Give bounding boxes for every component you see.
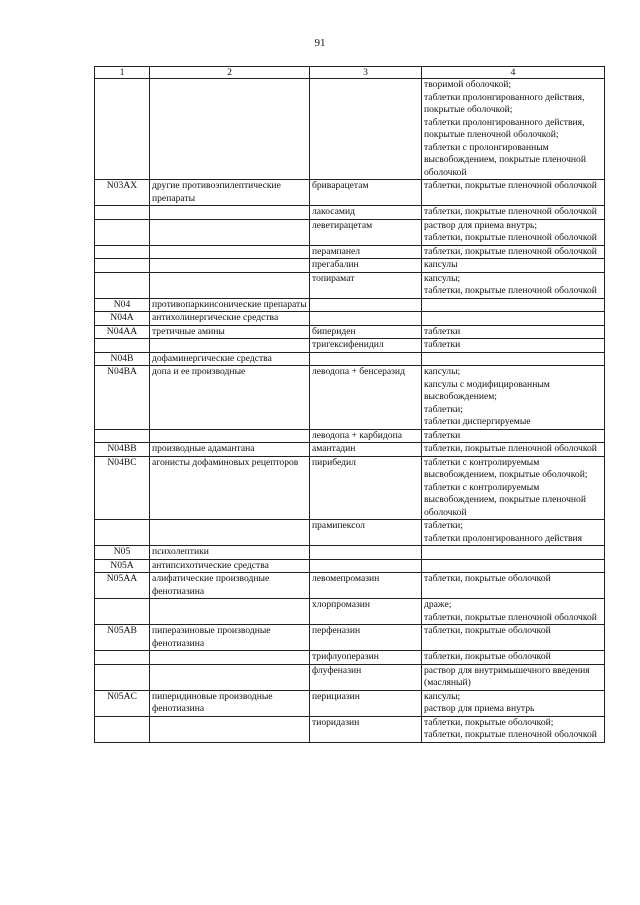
- group-name-cell: [150, 599, 310, 625]
- dosage-forms-cell: таблетки, покрытые пленочной оболочкой: [422, 245, 605, 259]
- table-row: [95, 245, 605, 259]
- drug-name-cell: лакосамид: [310, 206, 422, 220]
- group-name-cell: [150, 716, 310, 742]
- table-row: [95, 716, 605, 742]
- dosage-forms-cell: драже; таблетки, покрытые пленочной оболочкой: [422, 599, 605, 625]
- group-name-cell: [150, 245, 310, 259]
- atc-code-cell: N04BA: [95, 366, 150, 430]
- atc-code-cell: [95, 429, 150, 443]
- group-name-cell: [150, 664, 310, 690]
- dosage-forms-cell: таблетки, покрытые пленочной оболочкой: [422, 180, 605, 206]
- atc-code-cell: N04B: [95, 352, 150, 366]
- drug-name-cell: пирибедил: [310, 456, 422, 520]
- dosage-forms-cell: творимой оболочкой; таблетки пролонгированного действия, покрытые оболочкой; таблетки пролонгированного действия, покрытые пленочной оболочкой; таблетки с пролонгированным высвобождением, покрытые пленочной оболочкой: [422, 79, 605, 180]
- dosage-forms-cell: раствор для приема внутрь; таблетки, покрытые пленочной оболочкой: [422, 219, 605, 245]
- dosage-forms-cell: [422, 298, 605, 312]
- table-row: [95, 690, 605, 716]
- atc-code-cell: N05AB: [95, 625, 150, 651]
- table-row: [95, 664, 605, 690]
- atc-code-cell: [95, 79, 150, 180]
- table-body: [95, 79, 605, 743]
- table-row: [95, 206, 605, 220]
- group-name-cell: [150, 429, 310, 443]
- column-number-2: 2: [150, 67, 310, 79]
- dosage-forms-cell: [422, 546, 605, 560]
- drug-name-cell: [310, 298, 422, 312]
- table-row: [95, 298, 605, 312]
- drug-name-cell: прамипексол: [310, 520, 422, 546]
- dosage-forms-cell: таблетки с контролируемым высвобождением, покрытые оболочкой; таблетки с контролируемым высвобождением, покрытые пленочной оболочкой: [422, 456, 605, 520]
- drug-name-cell: леветирацетам: [310, 219, 422, 245]
- group-name-cell: [150, 272, 310, 298]
- drug-name-cell: хлорпромазин: [310, 599, 422, 625]
- dosage-forms-cell: таблетки: [422, 429, 605, 443]
- dosage-forms-cell: таблетки, покрытые оболочкой: [422, 625, 605, 651]
- atc-code-cell: N05A: [95, 559, 150, 573]
- table-row: [95, 339, 605, 353]
- dosage-forms-cell: капсулы; раствор для приема внутрь: [422, 690, 605, 716]
- drug-name-cell: тригексифенидил: [310, 339, 422, 353]
- table-row: [95, 272, 605, 298]
- dosage-forms-cell: таблетки, покрытые пленочной оболочкой: [422, 443, 605, 457]
- drug-name-cell: тиоридазин: [310, 716, 422, 742]
- drug-name-cell: перампанел: [310, 245, 422, 259]
- atc-code-cell: [95, 206, 150, 220]
- table-row: [95, 429, 605, 443]
- dosage-forms-cell: [422, 352, 605, 366]
- atc-code-cell: N05: [95, 546, 150, 560]
- group-name-cell: другие противоэпилептические препараты: [150, 180, 310, 206]
- group-name-cell: дофаминергические средства: [150, 352, 310, 366]
- group-name-cell: третичные амины: [150, 325, 310, 339]
- drug-name-cell: топирамат: [310, 272, 422, 298]
- table-row: [95, 259, 605, 273]
- drug-name-cell: амантадин: [310, 443, 422, 457]
- page-number: 91: [314, 37, 326, 49]
- table-row: [95, 546, 605, 560]
- column-number-1: 1: [95, 67, 150, 79]
- drug-name-cell: перфеназин: [310, 625, 422, 651]
- dosage-forms-cell: таблетки, покрытые оболочкой: [422, 573, 605, 599]
- group-name-cell: психолептики: [150, 546, 310, 560]
- atc-code-cell: [95, 339, 150, 353]
- atc-code-cell: N04: [95, 298, 150, 312]
- group-name-cell: [150, 219, 310, 245]
- drug-name-cell: леводопа + карбидопа: [310, 429, 422, 443]
- table-row: [95, 312, 605, 326]
- table-row: [95, 520, 605, 546]
- drug-name-cell: левомепромазин: [310, 573, 422, 599]
- group-name-cell: производные адамантана: [150, 443, 310, 457]
- drug-name-cell: трифлуоперазин: [310, 651, 422, 665]
- drug-name-cell: [310, 546, 422, 560]
- drug-list-table: [94, 66, 605, 743]
- table-row: [95, 625, 605, 651]
- group-name-cell: [150, 206, 310, 220]
- group-name-cell: [150, 520, 310, 546]
- drug-name-cell: флуфеназин: [310, 664, 422, 690]
- group-name-cell: алифатические производные фенотиазина: [150, 573, 310, 599]
- drug-name-cell: прегабалин: [310, 259, 422, 273]
- group-name-cell: [150, 259, 310, 273]
- table-row: [95, 219, 605, 245]
- group-name-cell: [150, 79, 310, 180]
- table-row: [95, 599, 605, 625]
- atc-code-cell: [95, 245, 150, 259]
- dosage-forms-cell: таблетки, покрытые оболочкой: [422, 651, 605, 665]
- atc-code-cell: [95, 219, 150, 245]
- dosage-forms-cell: [422, 312, 605, 326]
- dosage-forms-cell: таблетки; таблетки пролонгированного действия: [422, 520, 605, 546]
- group-name-cell: агонисты дофаминовых рецепторов: [150, 456, 310, 520]
- atc-code-cell: N05AC: [95, 690, 150, 716]
- table-row: [95, 651, 605, 665]
- atc-code-cell: [95, 259, 150, 273]
- atc-code-cell: [95, 272, 150, 298]
- dosage-forms-cell: таблетки, покрытые пленочной оболочкой: [422, 206, 605, 220]
- dosage-forms-cell: капсулы: [422, 259, 605, 273]
- dosage-forms-cell: капсулы; таблетки, покрытые пленочной оболочкой: [422, 272, 605, 298]
- group-name-cell: противопаркинсонические препараты: [150, 298, 310, 312]
- group-name-cell: антипсихотические средства: [150, 559, 310, 573]
- group-name-cell: [150, 339, 310, 353]
- table-row: [95, 180, 605, 206]
- dosage-forms-cell: таблетки: [422, 325, 605, 339]
- group-name-cell: пиперазиновые производные фенотиазина: [150, 625, 310, 651]
- table-row: [95, 79, 605, 180]
- column-number-4: 4: [422, 67, 605, 79]
- drug-name-cell: перициазин: [310, 690, 422, 716]
- atc-code-cell: N03AX: [95, 180, 150, 206]
- atc-code-cell: N04BB: [95, 443, 150, 457]
- column-number-3: 3: [310, 67, 422, 79]
- dosage-forms-cell: таблетки: [422, 339, 605, 353]
- atc-code-cell: [95, 716, 150, 742]
- column-number-header-row: [95, 67, 605, 79]
- table-row: [95, 456, 605, 520]
- atc-code-cell: N04BC: [95, 456, 150, 520]
- atc-code-cell: [95, 520, 150, 546]
- atc-code-cell: [95, 664, 150, 690]
- atc-code-cell: N05AA: [95, 573, 150, 599]
- atc-code-cell: N04A: [95, 312, 150, 326]
- drug-name-cell: [310, 559, 422, 573]
- atc-code-cell: N04AA: [95, 325, 150, 339]
- dosage-forms-cell: капсулы; капсулы с модифицированным высвобождением; таблетки; таблетки диспергируемые: [422, 366, 605, 430]
- group-name-cell: [150, 651, 310, 665]
- table-row: [95, 325, 605, 339]
- table-row: [95, 573, 605, 599]
- dosage-forms-cell: таблетки, покрытые оболочкой; таблетки, покрытые пленочной оболочкой: [422, 716, 605, 742]
- drug-name-cell: [310, 312, 422, 326]
- group-name-cell: антихолинергические средства: [150, 312, 310, 326]
- drug-name-cell: бипериден: [310, 325, 422, 339]
- drug-name-cell: [310, 79, 422, 180]
- table-row: [95, 443, 605, 457]
- drug-name-cell: бриварацетам: [310, 180, 422, 206]
- drug-name-cell: [310, 352, 422, 366]
- dosage-forms-cell: раствор для внутримышечного введения (масляный): [422, 664, 605, 690]
- table-row: [95, 366, 605, 430]
- dosage-forms-cell: [422, 559, 605, 573]
- atc-code-cell: [95, 599, 150, 625]
- group-name-cell: допа и ее производные: [150, 366, 310, 430]
- table-row: [95, 559, 605, 573]
- table-row: [95, 352, 605, 366]
- drug-name-cell: леводопа + бенсеразид: [310, 366, 422, 430]
- group-name-cell: пиперидиновые производные фенотиазина: [150, 690, 310, 716]
- atc-code-cell: [95, 651, 150, 665]
